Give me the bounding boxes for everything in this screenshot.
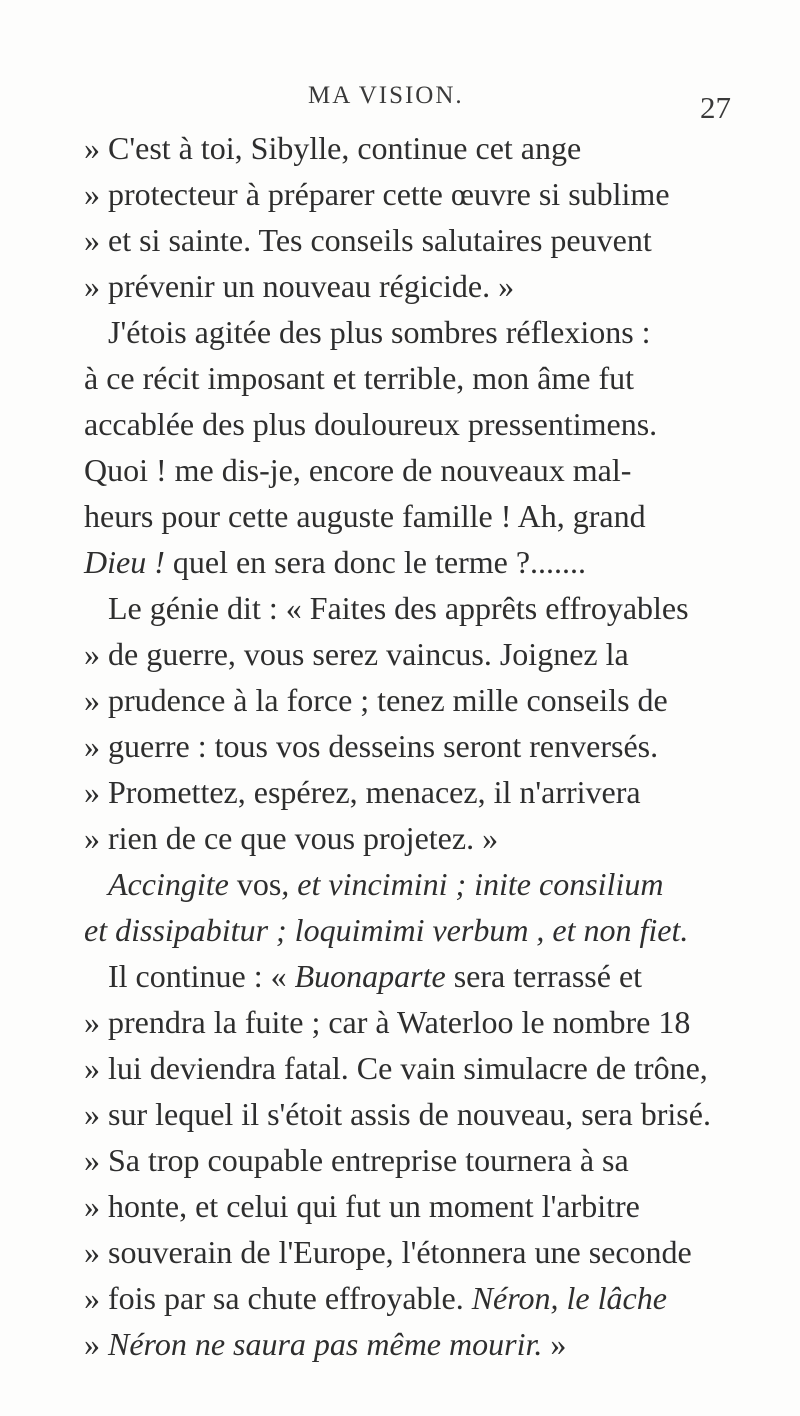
text-line	[84, 1320, 566, 1368]
text-line: Le génie dit : « Faites des apprêts effroyables	[108, 590, 689, 626]
page-number: 27	[700, 90, 731, 125]
text-run: sera terrassé et	[445, 958, 643, 994]
text-line: » prévenir un nouveau régicide. »	[84, 268, 515, 304]
italic-word: Buonaparte	[294, 958, 446, 994]
text-line: » Sa trop coupable entreprise tournera à sa	[84, 1142, 629, 1178]
page-header	[0, 60, 800, 125]
text-line: » sur lequel il s'étoit assis de nouveau, sera brisé.	[84, 1096, 711, 1132]
italic-word: Néron ne saura pas même mourir.	[108, 1326, 543, 1362]
text-line	[108, 952, 642, 1000]
text-run: » fois par sa chute effroyable.	[84, 1280, 472, 1316]
text-line: » prendra la fuite ; car à Waterloo le nombre 18	[84, 1004, 691, 1040]
text-line: » protecteur à préparer cette œuvre si sublime	[84, 176, 670, 212]
text-line: accablée des plus douloureux pressentimens.	[84, 406, 658, 442]
text-run: »	[84, 1326, 108, 1362]
text-line: » de guerre, vous serez vaincus. Joignez la	[84, 636, 629, 672]
text-run: Accingite	[108, 866, 229, 902]
text-run: , et vincimini ; inite consilium	[281, 866, 664, 902]
text-line: heurs pour cette auguste famille ! Ah, grand	[84, 498, 646, 534]
text-line: » guerre : tous vos desseins seront renversés.	[84, 728, 659, 764]
text-line	[84, 1274, 667, 1322]
text-line: » rien de ce que vous projetez. »	[84, 820, 499, 856]
text-run: Il continue : «	[108, 958, 295, 994]
text-line: à ce récit imposant et terrible, mon âme fut	[84, 360, 634, 396]
text-line: » souverain de l'Europe, l'étonnera une seconde	[84, 1234, 692, 1270]
text-run: »	[542, 1326, 567, 1362]
text-line: » honte, et celui qui fut un moment l'arbitre	[84, 1188, 640, 1224]
text-run: quel en sera donc le terme ?.......	[164, 544, 587, 580]
text-line: Quoi ! me dis-je, encore de nouveaux mal-	[84, 452, 632, 488]
text-line: et dissipabitur ; loquimimi verbum , et non fiet.	[84, 912, 689, 948]
italic-word: Néron, le lâche	[471, 1280, 667, 1316]
italic-word: Dieu !	[84, 544, 165, 580]
text-line: » prudence à la force ; tenez mille conseils de	[84, 682, 668, 718]
text-line: » C'est à toi, Sibylle, continue cet ange	[84, 130, 582, 166]
text-line: » lui deviendra fatal. Ce vain simulacre de trône,	[84, 1050, 708, 1086]
text-line: » Promettez, espérez, menacez, il n'arrivera	[84, 774, 641, 810]
text-line	[84, 538, 586, 586]
text-line: J'étois agitée des plus sombres réflexions :	[108, 314, 651, 350]
running-title: MA VISION.	[308, 82, 464, 109]
text-run: vos	[228, 866, 282, 902]
text-line: » et si sainte. Tes conseils salutaires peuvent	[84, 222, 652, 258]
text-line	[108, 860, 663, 908]
